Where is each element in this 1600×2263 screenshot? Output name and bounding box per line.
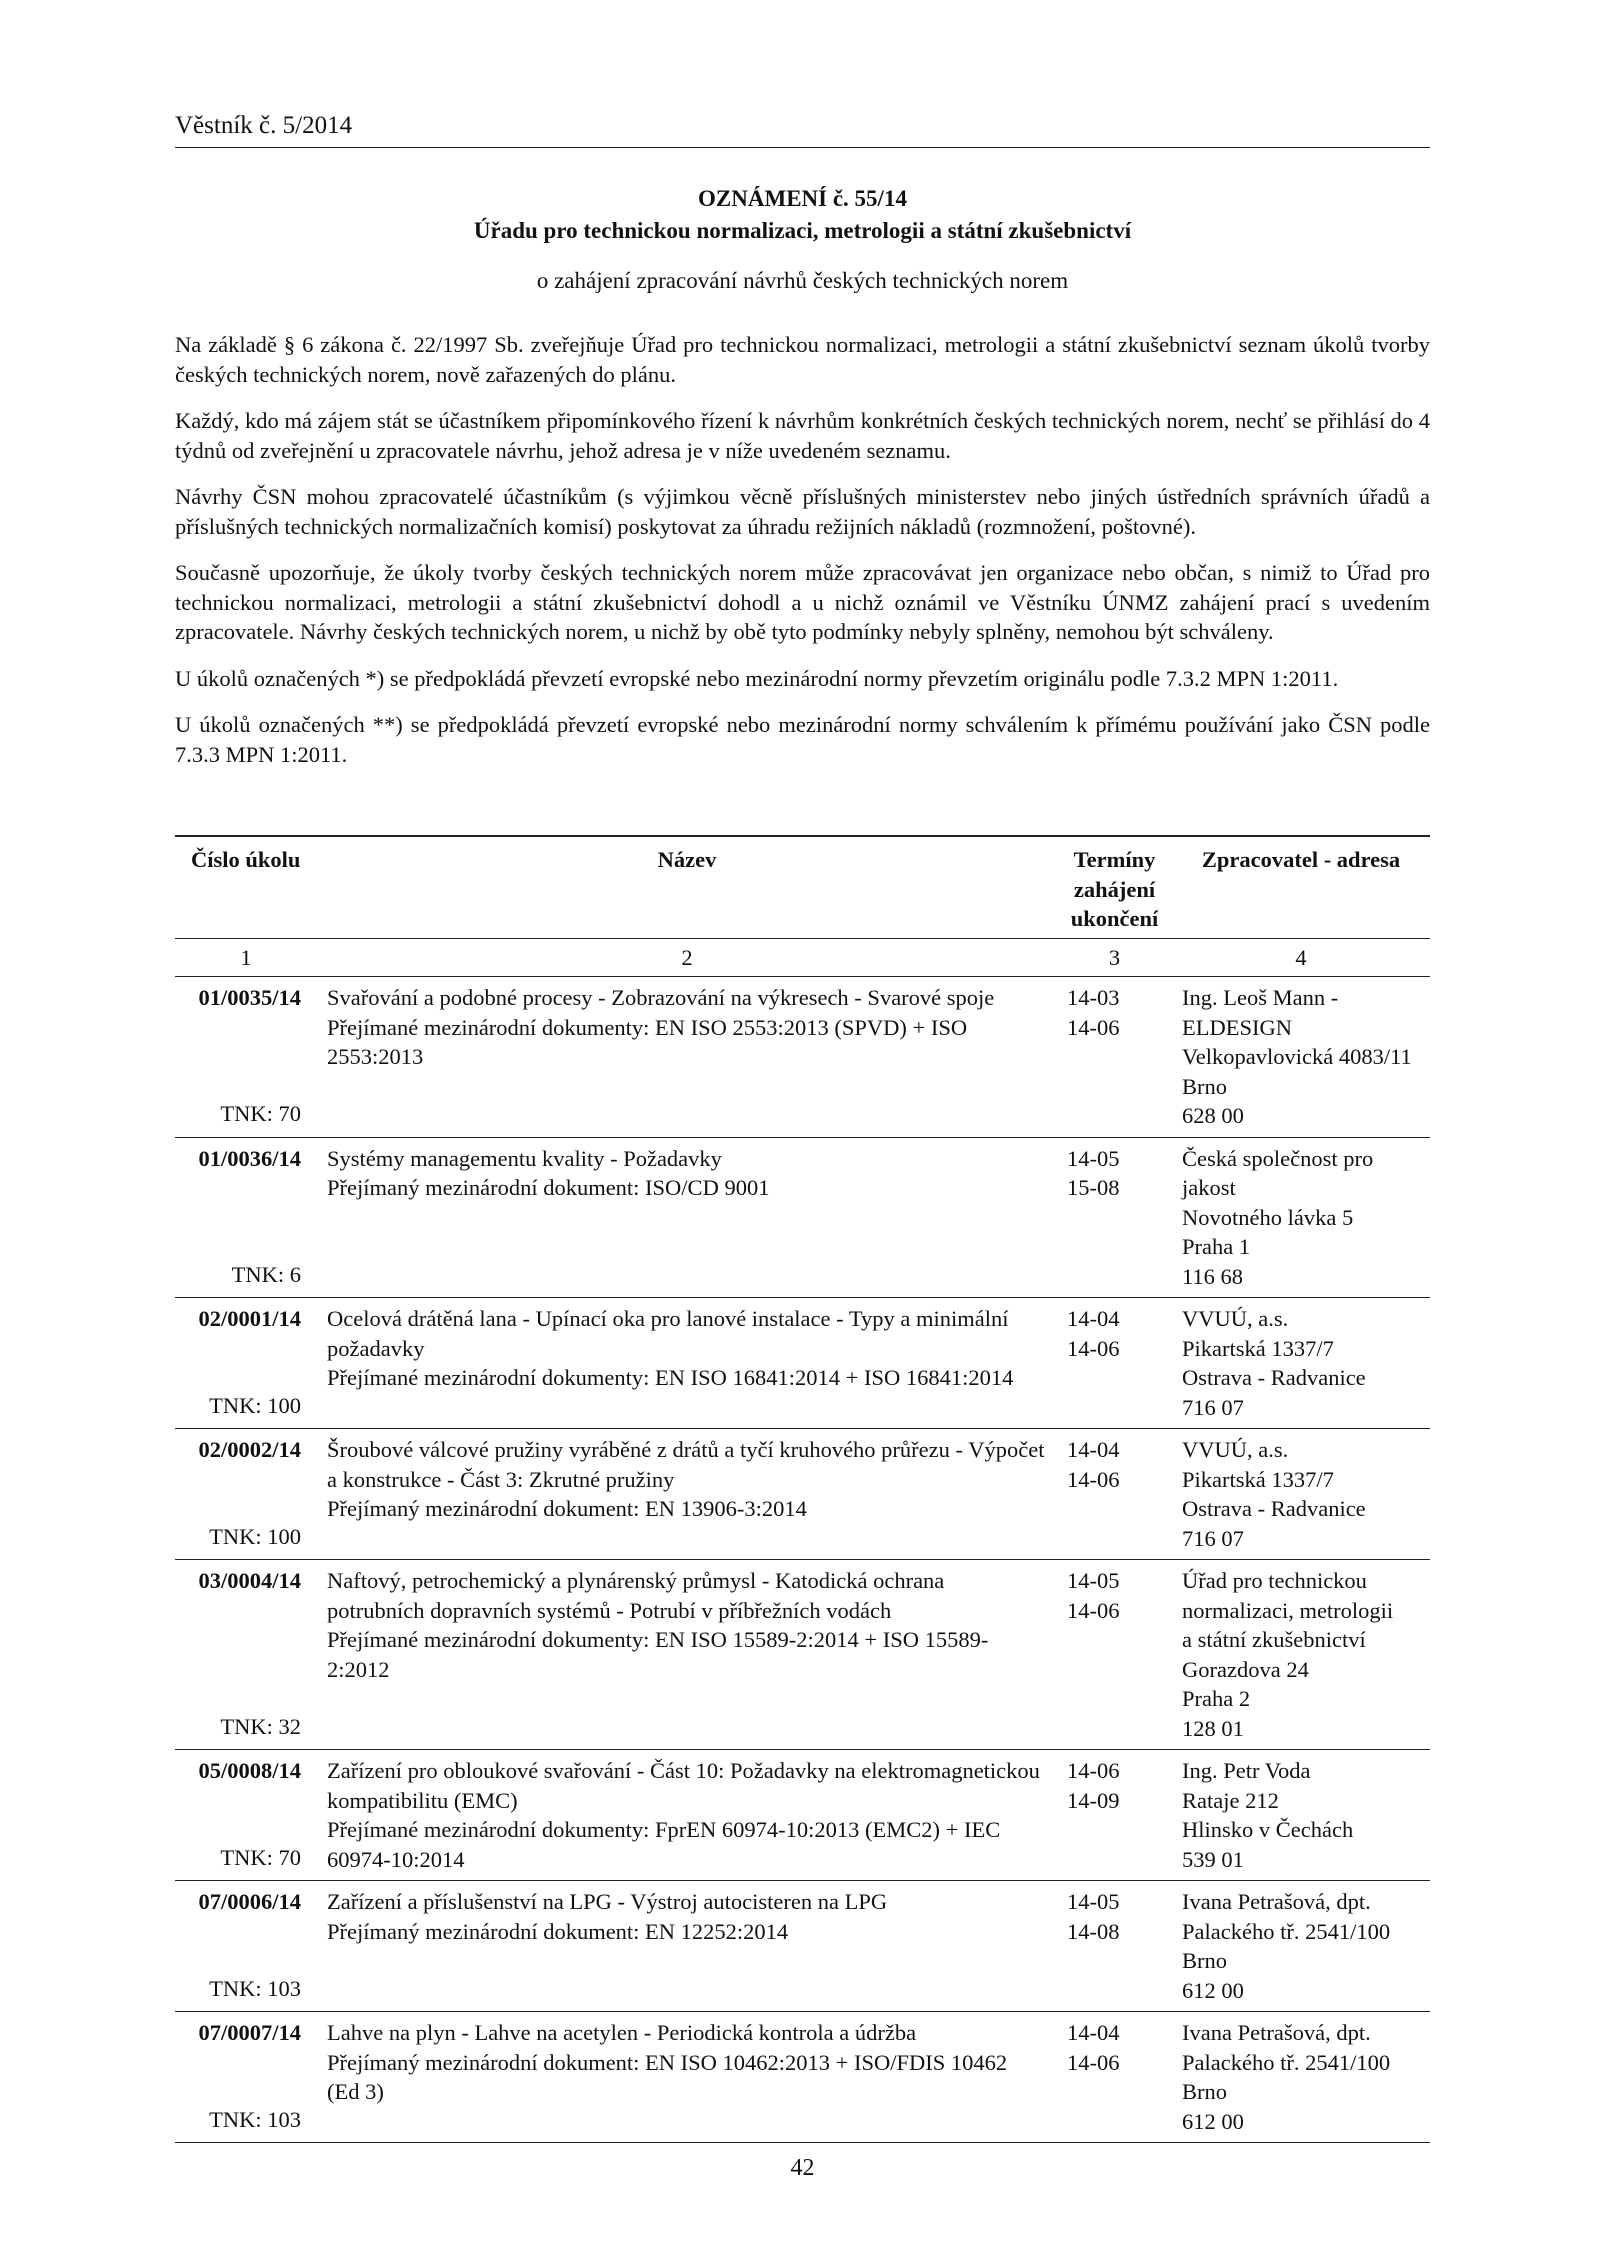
table-row bbox=[175, 1560, 1430, 1750]
task-table-body bbox=[175, 977, 1430, 2143]
start-term: 14-05 bbox=[1067, 1889, 1120, 1914]
start-term: 14-04 bbox=[1067, 1306, 1120, 1331]
header-terms-line: zahájení bbox=[1073, 876, 1156, 902]
task-name-line: Přejímaný mezinárodní dokument: EN 12252:2014 bbox=[327, 1918, 789, 1944]
header-rule bbox=[175, 147, 1430, 148]
task-code: 03/0004/14 bbox=[198, 1568, 301, 1593]
title-block bbox=[175, 183, 1430, 297]
task-terms-cell bbox=[1057, 1881, 1172, 2012]
end-term: 14-06 bbox=[1067, 1466, 1120, 1492]
task-code: 01/0036/14 bbox=[198, 1145, 301, 1171]
address-line: Gorazdova 24 bbox=[1182, 1656, 1309, 1682]
end-term: 14-06 bbox=[1067, 1014, 1120, 1040]
address-line: a státní zkušebnictví bbox=[1182, 1627, 1366, 1652]
task-name-cell bbox=[317, 1298, 1057, 1429]
end-term: 14-06 bbox=[1067, 1597, 1120, 1623]
processor-address-cell bbox=[1172, 1137, 1430, 1298]
start-term: 14-06 bbox=[1067, 1758, 1120, 1783]
task-name-line: Lahve na plyn - Lahve na acetylen - Periodická kontrola a údržba bbox=[327, 2020, 917, 2045]
address-line: 128 01 bbox=[1182, 1715, 1244, 1741]
task-id-cell bbox=[175, 1750, 317, 1881]
task-id-cell bbox=[175, 1137, 317, 1298]
address-line: Brno bbox=[1182, 2079, 1227, 2104]
address-line: Brno bbox=[1182, 1073, 1227, 1099]
tnk-number: TNK: 32 bbox=[220, 1713, 301, 1739]
address-line: jakost bbox=[1182, 1175, 1236, 1200]
start-term: 14-05 bbox=[1067, 1568, 1120, 1593]
address-line: Ivana Petrašová, dpt. bbox=[1182, 2020, 1371, 2045]
address-line: 628 00 bbox=[1182, 1103, 1244, 1128]
tnk-number: TNK: 103 bbox=[209, 1975, 301, 2001]
tnk-number: TNK: 100 bbox=[209, 1392, 301, 1418]
table-header-row bbox=[175, 836, 1430, 938]
paragraph: U úkolů označených **) se předpokládá převzetí evropské nebo mezinárodní normy schválením k přímému používání jako ČSN podle 7.3.3 MPN 1:2011. bbox=[175, 712, 1430, 767]
notice-subject: o zahájení zpracování návrhů českých technických norem bbox=[536, 268, 1069, 293]
tnk-number: TNK: 100 bbox=[209, 1523, 301, 1549]
processor-address-cell bbox=[1172, 1298, 1430, 1429]
address-line: Praha 1 bbox=[1182, 1234, 1251, 1259]
task-terms-cell bbox=[1057, 1137, 1172, 1298]
address-line: Praha 2 bbox=[1182, 1686, 1251, 1711]
page-number: 42 bbox=[790, 2155, 815, 2181]
processor-address-cell bbox=[1172, 1429, 1430, 1560]
end-term: 14-06 bbox=[1067, 1335, 1120, 1361]
processor-address-cell bbox=[1172, 1881, 1430, 2012]
start-term: 14-03 bbox=[1067, 985, 1120, 1010]
task-name-line: Svařování a podobné procesy - Zobrazování na výkresech - Svarové spoje bbox=[327, 985, 995, 1010]
address-line: Ostrava - Radvanice bbox=[1182, 1365, 1366, 1390]
task-terms-cell bbox=[1057, 1429, 1172, 1560]
address-line: normalizaci, metrologii bbox=[1182, 1597, 1394, 1623]
task-terms-cell bbox=[1057, 977, 1172, 1138]
body-paragraphs bbox=[175, 330, 1430, 786]
task-name-line: Přejímané mezinárodní dokumenty: FprEN 60974-10:2013 (EMC2) + IEC 60974-10:2014 bbox=[327, 1817, 1001, 1872]
header-task-number: Číslo úkolu bbox=[175, 836, 317, 938]
address-line: Palackého tř. 2541/100 bbox=[1182, 1918, 1391, 1944]
task-name-line: Přejímané mezinárodní dokumenty: EN ISO 15589-2:2014 + ISO 15589-2:2012 bbox=[327, 1627, 989, 1682]
task-name-line: Šroubové válcové pružiny vyráběné z drátů a tyčí kruhového průřezu - Výpočet a konstrukce - Část 3: Zkrutné pružiny bbox=[327, 1437, 1045, 1492]
tnk-number: TNK: 70 bbox=[220, 1844, 301, 1870]
table-row bbox=[175, 1298, 1430, 1429]
address-line: Ivana Petrašová, dpt. bbox=[1182, 1889, 1371, 1914]
header-terms bbox=[1057, 836, 1172, 938]
address-line: Velkopavlovická 4083/11 bbox=[1182, 1044, 1412, 1069]
task-name-cell bbox=[317, 1881, 1057, 2012]
paragraph: Návrhy ČSN mohou zpracovatelé účastníkům (s výjimkou věcně příslušných ministerstev nebo jiných ústředních správních úřadů a příslušných technických normalizačních komisí) poskytovat za úhradu režijních nákladů (rozmnožení, poštovné). bbox=[175, 484, 1430, 539]
task-terms-cell bbox=[1057, 2012, 1172, 2143]
column-number: 3 bbox=[1057, 938, 1172, 977]
task-id-cell bbox=[175, 2012, 317, 2143]
notice-title: OZNÁMENÍ č. 55/14 bbox=[698, 186, 907, 211]
column-number-row bbox=[175, 938, 1430, 977]
address-line: Pikartská 1337/7 bbox=[1182, 1466, 1334, 1492]
column-number: 2 bbox=[317, 938, 1057, 977]
end-term: 14-06 bbox=[1067, 2049, 1120, 2075]
task-terms-cell bbox=[1057, 1298, 1172, 1429]
task-name-line: Přejímané mezinárodní dokumenty: EN ISO 2553:2013 (SPVD) + ISO 2553:2013 bbox=[327, 1014, 968, 1069]
address-line: 716 07 bbox=[1182, 1394, 1244, 1420]
task-code: 07/0007/14 bbox=[198, 2020, 301, 2045]
table-row bbox=[175, 1137, 1430, 1298]
task-code: 02/0001/14 bbox=[198, 1306, 301, 1331]
table-row bbox=[175, 1429, 1430, 1560]
address-line: Brno bbox=[1182, 1948, 1227, 1973]
address-line: 716 07 bbox=[1182, 1525, 1244, 1551]
task-code: 02/0002/14 bbox=[198, 1437, 301, 1462]
address-line: Ing. Petr Voda bbox=[1182, 1758, 1311, 1783]
address-line: Pikartská 1337/7 bbox=[1182, 1335, 1334, 1361]
task-name-line: Ocelová drátěná lana - Upínací oka pro lanové instalace - Typy a minimální požadavky bbox=[327, 1306, 1009, 1361]
header-processor-address: Zpracovatel - adresa bbox=[1172, 836, 1430, 938]
tnk-number: TNK: 6 bbox=[231, 1261, 301, 1287]
task-id-cell bbox=[175, 1881, 317, 2012]
task-name-cell bbox=[317, 1137, 1057, 1298]
paragraph: Současně upozorňuje, že úkoly tvorby českých technických norem může zpracovávat jen organizace nebo občan, s nimiž to Úřad pro technickou normalizaci, metrologii a státní zkušebnictví dohodl a u nichž oznámil ve Věstníku ÚNMZ zahájení prací s uvedením zpracovatele. Návrhy českých technických norem, u nichž by obě tyto podmínky nebyly splněny, nemohou být schváleny. bbox=[175, 560, 1430, 644]
processor-address-cell bbox=[1172, 1560, 1430, 1750]
address-line: Palackého tř. 2541/100 bbox=[1182, 2049, 1391, 2075]
task-table bbox=[175, 835, 1430, 2143]
column-number: 4 bbox=[1172, 938, 1430, 977]
task-name-line: Přejímaný mezinárodní dokument: ISO/CD 9001 bbox=[327, 1175, 770, 1200]
start-term: 14-05 bbox=[1067, 1145, 1120, 1171]
task-id-cell bbox=[175, 1560, 317, 1750]
start-term: 14-04 bbox=[1067, 2020, 1120, 2045]
task-terms-cell bbox=[1057, 1560, 1172, 1750]
address-line: VVUÚ, a.s. bbox=[1182, 1437, 1289, 1462]
task-name-line: Přejímaný mezinárodní dokument: EN ISO 10462:2013 + ISO/FDIS 10462 (Ed 3) bbox=[327, 2049, 1008, 2104]
task-name-line: Naftový, petrochemický a plynárenský průmysl - Katodická ochrana potrubních dopravních systémů - Potrubí v příbřežních vodách bbox=[327, 1568, 945, 1623]
processor-address-cell bbox=[1172, 977, 1430, 1138]
paragraph: U úkolů označených *) se předpokládá převzetí evropské nebo mezinárodní normy převzetím originálu podle 7.3.2 MPN 1:2011. bbox=[175, 665, 1339, 691]
address-line: ELDESIGN bbox=[1182, 1014, 1292, 1040]
paragraph: Na základě § 6 zákona č. 22/1997 Sb. zveřejňuje Úřad pro technickou normalizaci, metrologii a státní zkušebnictví seznam úkolů tvorby českých technických norem, nově zařazených do plánu. bbox=[175, 332, 1430, 387]
address-line: Novotného lávka 5 bbox=[1182, 1204, 1354, 1230]
address-line: Česká společnost pro bbox=[1182, 1145, 1374, 1171]
task-code: 07/0006/14 bbox=[198, 1889, 301, 1914]
paragraph: Každý, kdo má zájem stát se účastníkem připomínkového řízení k návrhům konkrétních českých technických norem, nechť se přihlásí do 4 týdnů od zveřejnění u zpracovatele návrhu, jehož adresa je v níže uvedeném seznamu. bbox=[175, 408, 1430, 463]
address-line: Ostrava - Radvanice bbox=[1182, 1496, 1366, 1521]
task-name-line: Systémy managementu kvality - Požadavky bbox=[327, 1145, 722, 1171]
table-row bbox=[175, 977, 1430, 1138]
address-line: Hlinsko v Čechách bbox=[1182, 1817, 1354, 1842]
end-term: 15-08 bbox=[1067, 1175, 1120, 1200]
address-line: Ing. Leoš Mann - bbox=[1182, 985, 1339, 1010]
task-name-line: Zařízení pro obloukové svařování - Část 10: Požadavky na elektromagnetickou kompatibilitu (EMC) bbox=[327, 1758, 1040, 1813]
processor-address-cell bbox=[1172, 2012, 1430, 2143]
address-line: 612 00 bbox=[1182, 1977, 1244, 2003]
processor-address-cell bbox=[1172, 1750, 1430, 1881]
start-term: 14-04 bbox=[1067, 1437, 1120, 1462]
column-number: 1 bbox=[175, 938, 317, 977]
running-head: Věstník č. 5/2014 bbox=[175, 112, 353, 139]
task-code: 05/0008/14 bbox=[198, 1758, 301, 1783]
task-terms-cell bbox=[1057, 1750, 1172, 1881]
task-name-line: Přejímaný mezinárodní dokument: EN 13906-3:2014 bbox=[327, 1496, 807, 1521]
address-line: 612 00 bbox=[1182, 2108, 1244, 2134]
task-id-cell bbox=[175, 977, 317, 1138]
address-line: Úřad pro technickou bbox=[1182, 1568, 1367, 1593]
notice-subtitle: Úřadu pro technickou normalizaci, metrologii a státní zkušebnictví bbox=[473, 218, 1132, 243]
header-terms-line: Termíny bbox=[1073, 847, 1156, 872]
table-row bbox=[175, 2012, 1430, 2143]
task-id-cell bbox=[175, 1429, 317, 1560]
end-term: 14-08 bbox=[1067, 1918, 1120, 1944]
header-name: Název bbox=[317, 836, 1057, 938]
tnk-number: TNK: 70 bbox=[220, 1101, 301, 1126]
task-name-cell bbox=[317, 2012, 1057, 2143]
task-name-cell bbox=[317, 1429, 1057, 1560]
address-line: VVUÚ, a.s. bbox=[1182, 1306, 1289, 1331]
task-name-line: Přejímané mezinárodní dokumenty: EN ISO 16841:2014 + ISO 16841:2014 bbox=[327, 1365, 1014, 1390]
task-name-cell bbox=[317, 977, 1057, 1138]
address-line: 116 68 bbox=[1182, 1263, 1244, 1289]
end-term: 14-09 bbox=[1067, 1787, 1120, 1813]
table-row bbox=[175, 1881, 1430, 2012]
task-code: 01/0035/14 bbox=[198, 985, 301, 1010]
task-name-cell bbox=[317, 1750, 1057, 1881]
table-row bbox=[175, 1750, 1430, 1881]
task-id-cell bbox=[175, 1298, 317, 1429]
task-name-line: Zařízení a příslušenství na LPG - Výstroj autocisteren na LPG bbox=[327, 1889, 888, 1914]
address-line: Rataje 212 bbox=[1182, 1787, 1279, 1813]
task-name-cell bbox=[317, 1560, 1057, 1750]
tnk-number: TNK: 103 bbox=[209, 2106, 301, 2132]
address-line: 539 01 bbox=[1182, 1846, 1244, 1872]
header-terms-line: ukončení bbox=[1070, 906, 1159, 931]
